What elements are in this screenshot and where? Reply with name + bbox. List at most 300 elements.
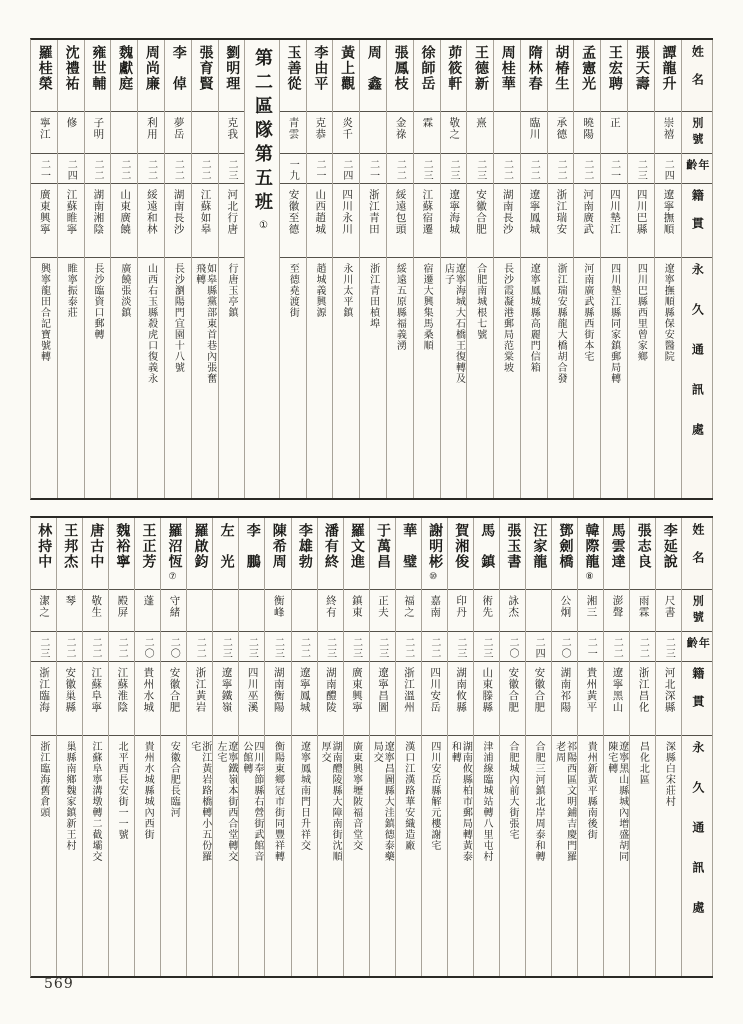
person-alias <box>239 590 264 632</box>
section-title-cell <box>245 40 279 498</box>
person-name <box>239 518 264 590</box>
person-column <box>601 40 628 498</box>
person-name-text: 魏獻庭 <box>117 45 133 92</box>
person-alias: 修 <box>58 112 84 154</box>
person-address: 宿遷大興集馬桑順 <box>421 263 433 351</box>
person-address: 遼寧黑山縣城內增盛胡同陳宅轉 <box>605 741 628 862</box>
person-alias: 敬生 <box>83 590 108 632</box>
person-age: 二三 <box>213 632 238 662</box>
person-name <box>467 40 493 112</box>
person-note: ⑦ <box>168 571 179 582</box>
person-note: ⑧ <box>585 571 596 582</box>
person-name-text: 汪家龍 <box>531 523 547 570</box>
header-alias-label: 別號 <box>690 117 703 149</box>
person-name <box>85 40 111 112</box>
person-column <box>467 40 494 498</box>
person-name-text: 孟憲光 <box>580 45 596 92</box>
person-name-text: 羅桂榮 <box>36 45 52 92</box>
person-native-place: 山東滕縣 <box>474 662 499 736</box>
person-column <box>213 518 239 976</box>
person-native-place: 安徽至德 <box>280 184 306 258</box>
person-alias: 術先 <box>474 590 499 632</box>
person-age: 二二 <box>387 154 413 184</box>
person-age: 二二 <box>165 154 191 184</box>
person-alias: 福之 <box>396 590 421 632</box>
person-column <box>344 518 370 976</box>
header-name-cell <box>682 40 712 112</box>
person-alias: 印丹 <box>448 590 473 632</box>
person-column <box>448 518 474 976</box>
person-name-text: 馬 鎮 <box>479 523 495 570</box>
person-name <box>656 518 681 590</box>
person-age: 二二 <box>109 632 134 662</box>
person-native-place: 山東廣饒 <box>111 184 137 258</box>
header-address-label: 永久通訊處 <box>690 741 705 941</box>
header-age-label: 年齡 <box>684 159 709 172</box>
person-age: 二二 <box>292 632 317 662</box>
person-native-place: 綏遠包頭 <box>387 184 413 258</box>
person-alias <box>292 590 317 632</box>
person-age: 二二 <box>187 632 212 662</box>
person-alias: 敬之 <box>441 112 467 154</box>
person-address: 北平西長安街一一號 <box>116 741 128 840</box>
person-native-place: 浙江昌化 <box>630 662 655 736</box>
person-native-place: 貴州黃平 <box>578 662 603 736</box>
person-name <box>31 518 56 590</box>
header-address-label: 永久通訊處 <box>690 263 705 463</box>
person-name <box>187 518 212 590</box>
person-alias <box>192 112 218 154</box>
person-name-text: 鄧劍橋 <box>557 523 573 570</box>
roster-table-bottom <box>30 516 713 978</box>
person-alias: 霖 <box>414 112 440 154</box>
person-column <box>161 518 187 976</box>
person-alias: 金祿 <box>387 112 413 154</box>
person-age: 二三 <box>656 632 681 662</box>
person-column <box>135 518 161 976</box>
person-name <box>192 40 218 112</box>
header-alias-label: 別號 <box>691 595 704 627</box>
person-name <box>138 40 164 112</box>
person-address: 遼寧鐵嶺本街西合堂轉交左宅 <box>214 741 237 862</box>
person-name-text: 左 光 <box>218 523 234 570</box>
person-native-place: 貴州水城 <box>135 662 160 736</box>
person-address: 睢寧振泰莊 <box>65 263 77 318</box>
person-native-place: 廣東興寧 <box>344 662 369 736</box>
person-column <box>360 40 387 498</box>
person-address: 至德堯渡街 <box>287 263 299 318</box>
person-address: 貴州新黃平縣南後街 <box>585 741 597 840</box>
person-age: 二一 <box>31 154 57 184</box>
person-name-text: 李 倬 <box>170 45 186 92</box>
person-address: 合肥南城根七號 <box>474 263 486 340</box>
person-age: 二一 <box>578 632 603 662</box>
person-native-place: 遼寧海城 <box>441 184 467 258</box>
person-alias <box>494 112 520 154</box>
person-native-place: 遼寧鳳城 <box>292 662 317 736</box>
person-column <box>500 518 526 976</box>
header-age-label: 年齡 <box>685 637 710 650</box>
header-address-cell <box>682 258 712 498</box>
person-name-text: 潘有終 <box>322 523 338 570</box>
person-name-text: 張天壽 <box>633 45 649 92</box>
person-name-text: 張志良 <box>635 523 651 570</box>
person-address: 河南廣武縣西街本宅 <box>581 263 593 362</box>
person-age: 二二 <box>192 154 218 184</box>
person-native-place: 安徽合肥 <box>467 184 493 258</box>
person-name-text: 魏裕寧 <box>114 523 130 570</box>
person-alias: 湘三 <box>578 590 603 632</box>
person-alias: 詠杰 <box>500 590 525 632</box>
person-native-place: 湖南長沙 <box>165 184 191 258</box>
person-name-text: 茆筱軒 <box>446 45 462 92</box>
person-native-place: 綏遠和林 <box>138 184 164 258</box>
person-name-text: 唐古中 <box>88 523 104 570</box>
section-title-column <box>245 40 280 498</box>
person-age: 二二 <box>521 154 547 184</box>
person-address: 浙江青田楨埠 <box>367 263 379 329</box>
person-alias: 澎聲 <box>604 590 629 632</box>
person-name-text: 于萬昌 <box>375 523 391 570</box>
person-native-place: 四川永川 <box>333 184 359 258</box>
person-alias: 承德 <box>548 112 574 154</box>
person-alias: 臨川 <box>521 112 547 154</box>
person-name <box>307 40 333 112</box>
person-name-text: 黃上觀 <box>339 45 355 92</box>
person-address: 山西右玉縣殺虎口復義永 <box>145 263 157 384</box>
person-name-text: 華 璧 <box>401 523 417 570</box>
person-age: 二二 <box>138 154 164 184</box>
person-name-text: 張玉書 <box>505 523 521 570</box>
person-alias: 終有 <box>318 590 343 632</box>
header-alias-cell <box>682 590 712 632</box>
person-age: 二二 <box>548 154 574 184</box>
person-age: 二二 <box>422 632 447 662</box>
person-column <box>31 40 58 498</box>
person-alias: 青雲 <box>280 112 306 154</box>
person-native-place: 浙江溫州 <box>396 662 421 736</box>
person-address: 遼寧撫順縣保安醫院 <box>662 263 674 362</box>
person-alias <box>213 590 238 632</box>
person-name <box>265 518 290 590</box>
person-age: 二三 <box>414 154 440 184</box>
person-age: 二三 <box>467 154 493 184</box>
person-age: 二一 <box>601 154 627 184</box>
person-address: 趙城義興源 <box>314 263 326 318</box>
person-alias: 克我 <box>219 112 245 154</box>
person-name-text: 玉善從 <box>285 45 301 92</box>
person-name <box>370 518 395 590</box>
person-name <box>500 518 525 590</box>
person-native-place: 遼寧鐵嶺 <box>213 662 238 736</box>
person-name <box>109 518 134 590</box>
person-address: 廣東興寧壢陂福音堂交 <box>350 741 362 851</box>
person-native-place: 江蘇阜寧 <box>83 662 108 736</box>
person-column <box>441 40 468 498</box>
person-alias: 崇禧 <box>655 112 681 154</box>
person-name <box>219 40 245 112</box>
person-alias: 炎千 <box>333 112 359 154</box>
person-alias: 守緒 <box>161 590 186 632</box>
person-age: 二一 <box>307 154 333 184</box>
person-alias: 子明 <box>85 112 111 154</box>
person-name <box>422 518 447 590</box>
person-name <box>333 40 359 112</box>
person-native-place: 安徽合肥 <box>161 662 186 736</box>
person-address: 如皋縣黨部東首巷內張奮飛轉 <box>193 263 216 384</box>
person-column <box>239 518 265 976</box>
person-name-text: 王宏聘 <box>606 45 622 92</box>
person-name-text: 王邦杰 <box>62 523 78 570</box>
person-address: 廣饒張淡鎮 <box>118 263 130 318</box>
person-column <box>138 40 165 498</box>
person-name <box>58 40 84 112</box>
person-age: 二四 <box>333 154 359 184</box>
header-name-label: 姓名 <box>690 523 705 579</box>
person-name <box>111 40 137 112</box>
person-name <box>280 40 306 112</box>
person-address: 合肥三河鎮北岸周泰和轉 <box>533 741 545 862</box>
person-native-place: 湖南醴陵 <box>318 662 343 736</box>
person-address: 衡陽東鄉冠市街同豐祥轉 <box>272 741 284 862</box>
person-name-text: 李雄勃 <box>296 523 312 570</box>
person-address: 遼寧鳳城縣高麗門信箱 <box>528 263 540 373</box>
person-name <box>448 518 473 590</box>
person-name-text: 隋林春 <box>526 45 542 92</box>
header-age-cell <box>682 154 712 184</box>
person-alias: 利用 <box>138 112 164 154</box>
person-age: 二二 <box>604 632 629 662</box>
person-address: 綏遠五原縣福義湧 <box>394 263 406 351</box>
person-address: 昌化北區 <box>637 741 649 785</box>
person-address: 四川巴縣西里曾家鄉 <box>635 263 647 362</box>
header-native-label: 籍貫 <box>690 667 705 723</box>
person-age: 二三 <box>318 632 343 662</box>
person-native-place: 遼寧鳳城 <box>521 184 547 258</box>
person-name <box>292 518 317 590</box>
person-name-text: 譚龍升 <box>660 45 676 92</box>
person-native-place: 四川巫溪 <box>239 662 264 736</box>
person-alias: 蓬 <box>135 590 160 632</box>
person-column <box>574 40 601 498</box>
person-address: 長沙瀏陽門宜園十八號 <box>172 263 184 373</box>
header-native-cell <box>682 184 712 258</box>
person-name <box>526 518 551 590</box>
person-age: 二三 <box>441 154 467 184</box>
person-native-place: 浙江臨海 <box>31 662 56 736</box>
person-column <box>526 518 552 976</box>
person-name <box>441 40 467 112</box>
person-native-place: 湖南長沙 <box>494 184 520 258</box>
person-native-place: 湖南湘陰 <box>85 184 111 258</box>
person-age: 二四 <box>526 632 551 662</box>
person-column <box>333 40 360 498</box>
person-name-text: 李 鵬 <box>244 523 260 570</box>
person-name-text: 張育賢 <box>197 45 213 92</box>
person-column <box>187 518 213 976</box>
person-name-text: 韓際龍⑧ <box>583 523 599 582</box>
person-column <box>396 518 422 976</box>
person-column <box>474 518 500 976</box>
person-alias <box>111 112 137 154</box>
person-age: 二三 <box>628 154 654 184</box>
person-age: 二〇 <box>500 632 525 662</box>
person-native-place: 江蘇睢寧 <box>58 184 84 258</box>
person-alias: 夢岳 <box>165 112 191 154</box>
person-age: 二二 <box>396 632 421 662</box>
header-name-cell <box>682 518 712 590</box>
person-name-text: 羅啟鈞 <box>192 523 208 570</box>
person-column <box>307 40 334 498</box>
person-column <box>280 40 307 498</box>
person-name <box>604 518 629 590</box>
person-name-text: 羅文進 <box>348 523 364 570</box>
person-name <box>548 40 574 112</box>
person-age: 二四 <box>58 154 84 184</box>
person-address: 浙江臨海舊倉頭 <box>37 741 49 818</box>
person-name-text: 雍世輔 <box>90 45 106 92</box>
person-alias: 嘉南 <box>422 590 447 632</box>
person-column <box>219 40 246 498</box>
person-alias: 克恭 <box>307 112 333 154</box>
person-address: 遼寧昌圖縣大洼鎮德泰藥局交 <box>371 741 394 862</box>
person-address: 津浦線臨城站轉八里屯村 <box>480 741 492 862</box>
person-alias: 正夫 <box>370 590 395 632</box>
person-name-text: 王德新 <box>473 45 489 92</box>
person-address: 浙江瑞安縣龍大橋胡合發 <box>555 263 567 384</box>
person-age: 二二 <box>630 632 655 662</box>
person-column <box>58 40 85 498</box>
person-column <box>494 40 521 498</box>
person-name-text: 胡椿生 <box>553 45 569 92</box>
person-name <box>318 518 343 590</box>
person-address: 貴州水城縣城內西街 <box>142 741 154 840</box>
person-name <box>57 518 82 590</box>
person-alias: 正 <box>601 112 627 154</box>
person-alias: 尺書 <box>656 590 681 632</box>
person-native-place: 山西趙城 <box>307 184 333 258</box>
person-age: 二三 <box>370 632 395 662</box>
person-age: 二二 <box>83 632 108 662</box>
person-column <box>265 518 291 976</box>
page-number: 569 <box>44 976 74 992</box>
person-alias: 公炯 <box>552 590 577 632</box>
person-column <box>628 40 655 498</box>
person-address: 祁陽西區文明鋪吉慶門羅老周 <box>553 741 576 862</box>
section-title: 第二區隊第五班 <box>253 48 273 216</box>
person-column <box>292 518 318 976</box>
person-name <box>521 40 547 112</box>
person-name <box>31 40 57 112</box>
person-address: 遼寧鳳城南門日升祥交 <box>298 741 310 851</box>
person-name <box>387 40 413 112</box>
person-name-text: 謝明彬⑩ <box>427 523 443 582</box>
header-age-cell <box>682 632 712 662</box>
person-age: 二三 <box>265 632 290 662</box>
header-column <box>682 518 713 976</box>
person-age: 二三 <box>344 632 369 662</box>
person-native-place: 遼寧昌圖 <box>370 662 395 736</box>
roster-table-top <box>30 38 713 500</box>
person-age: 二三 <box>474 632 499 662</box>
person-name <box>165 40 191 112</box>
person-native-place: 遼寧黑山 <box>604 662 629 736</box>
person-address: 湖南醴陵縣大障南街沈順厚交 <box>319 741 342 862</box>
person-column <box>655 40 682 498</box>
person-column <box>578 518 604 976</box>
person-name <box>574 40 600 112</box>
person-column <box>111 40 138 498</box>
person-native-place: 浙江黃岩 <box>187 662 212 736</box>
person-address: 四川墊江縣同家鎮郵局轉 <box>608 263 620 384</box>
person-address: 巢縣南鄉魏家鎮新王村 <box>63 741 75 851</box>
person-native-place: 江蘇宿遷 <box>414 184 440 258</box>
person-address: 長沙臨資口郵轉 <box>92 263 104 340</box>
header-alias-cell <box>682 112 712 154</box>
person-age: 二二 <box>57 632 82 662</box>
person-name-text: 張鳳枝 <box>392 45 408 92</box>
person-age: 二二 <box>574 154 600 184</box>
person-age: 二〇 <box>135 632 160 662</box>
person-alias <box>187 590 212 632</box>
person-age: 二一 <box>360 154 386 184</box>
person-column <box>387 40 414 498</box>
person-column <box>521 40 548 498</box>
person-column <box>31 518 57 976</box>
person-address: 興寧龍田合記寶號轉 <box>38 263 50 362</box>
person-age: 二二 <box>85 154 111 184</box>
person-column <box>630 518 656 976</box>
person-age: 二二 <box>494 154 520 184</box>
person-age: 二〇 <box>552 632 577 662</box>
person-address: 四川奉節縣右營街武館音公館轉 <box>240 741 263 862</box>
person-column <box>604 518 630 976</box>
person-native-place: 安徽巢縣 <box>57 662 82 736</box>
person-native-place: 安徽合肥 <box>500 662 525 736</box>
person-alias: 琴 <box>57 590 82 632</box>
person-name-text: 徐師岳 <box>419 45 435 92</box>
person-age: 二四 <box>655 154 681 184</box>
person-age: 二三 <box>219 154 245 184</box>
person-address: 合肥城內前大街張宅 <box>507 741 519 840</box>
person-native-place: 四川安岳 <box>422 662 447 736</box>
person-native-place: 湖南衡陽 <box>265 662 290 736</box>
person-address: 永川太平鎮 <box>340 263 352 318</box>
person-address: 安徽合肥長臨河 <box>168 741 180 818</box>
person-native-place: 河北深縣 <box>656 662 681 736</box>
person-native-place: 廣東興寧 <box>31 184 57 258</box>
person-column <box>83 518 109 976</box>
person-column <box>370 518 396 976</box>
header-address-cell <box>682 736 712 976</box>
person-name-text: 李延說 <box>661 523 677 570</box>
person-name <box>344 518 369 590</box>
person-native-place: 湖南祁陽 <box>552 662 577 736</box>
person-column <box>85 40 112 498</box>
header-native-cell <box>682 662 712 736</box>
person-address: 江蘇阜寧溝墩轉二截壩交 <box>90 741 102 862</box>
person-column <box>414 40 441 498</box>
person-alias <box>628 112 654 154</box>
person-note: ⑩ <box>429 571 440 582</box>
person-address: 行唐玉亭鎮 <box>225 263 237 318</box>
person-name <box>360 40 386 112</box>
person-alias: 雨霖 <box>630 590 655 632</box>
person-name-text: 陳希周 <box>270 523 286 570</box>
person-address: 遼寧海城大石橋王復轉及店子 <box>442 263 465 384</box>
person-age: 一九 <box>280 154 306 184</box>
person-name-text: 沈禮祐 <box>63 45 79 92</box>
